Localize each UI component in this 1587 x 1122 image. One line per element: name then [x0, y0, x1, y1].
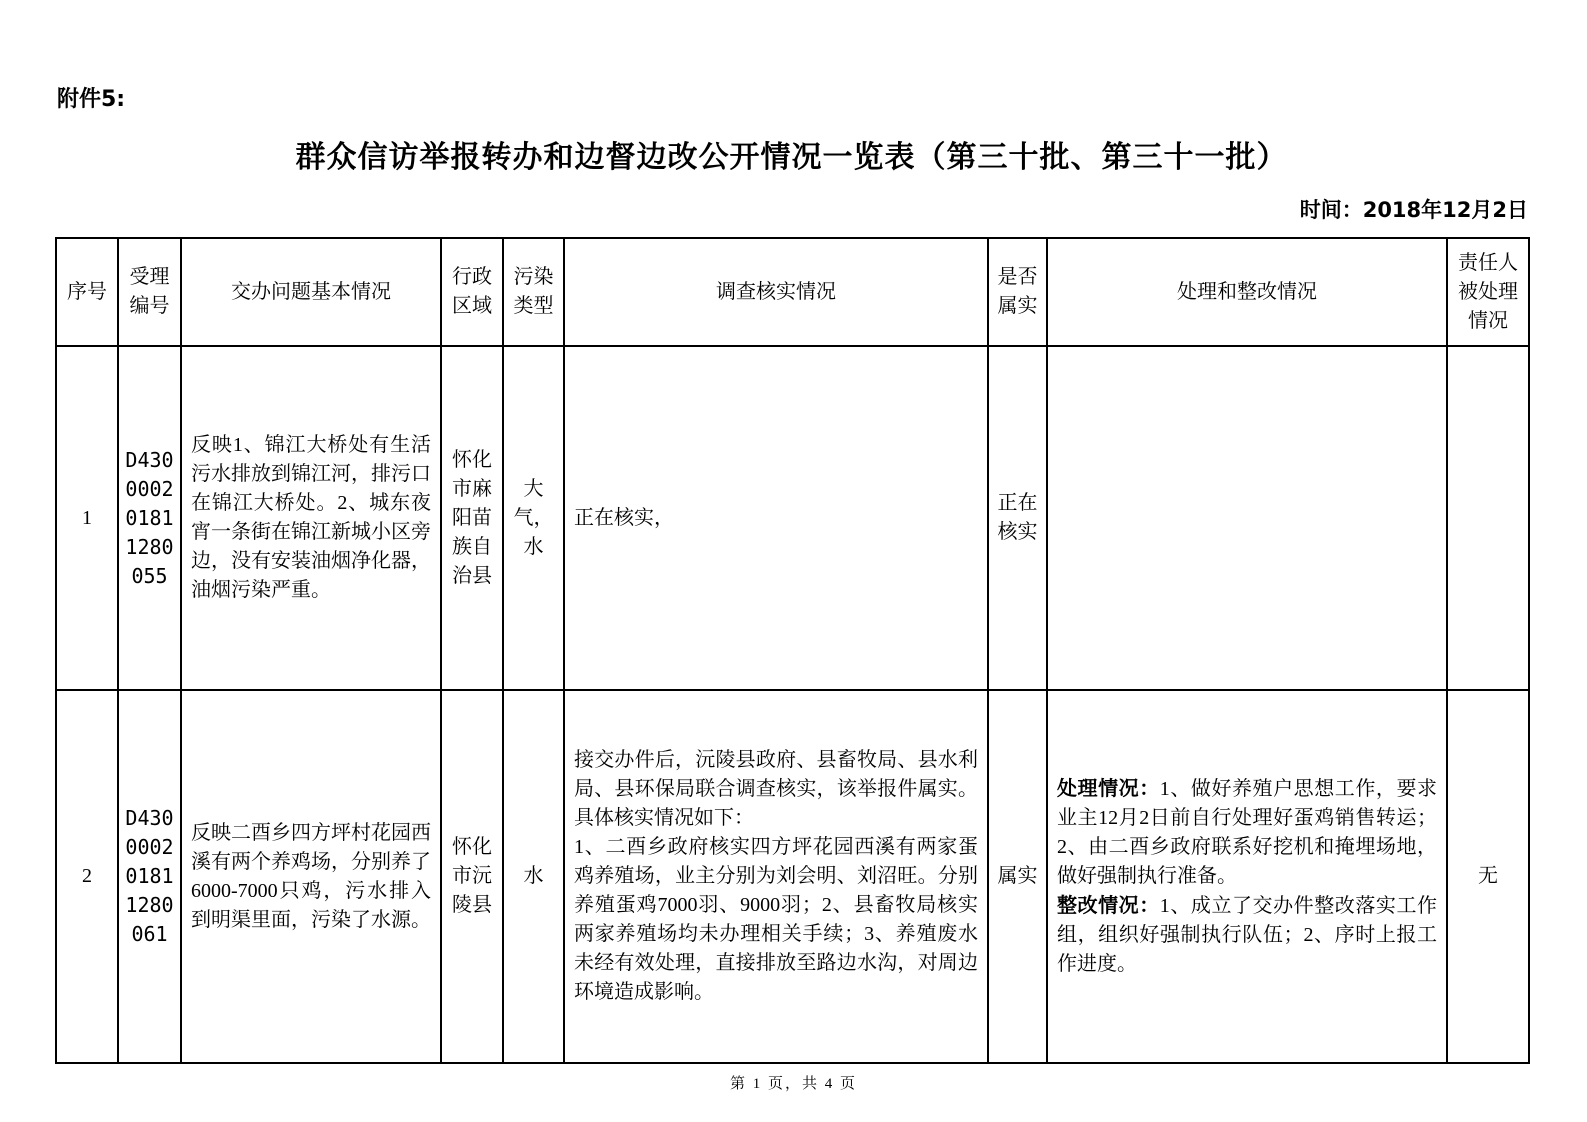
- table-row: [56, 346, 1529, 690]
- cases-table: [55, 237, 1530, 1064]
- verification-paragraph: 接交办件后，沅陵县政府、县畜牧局、县水利局、县环保局联合调查核实，该举报件属实。具体核实情况如下：: [574, 749, 978, 829]
- rectification-section: [1057, 891, 1437, 979]
- handling-section: [1057, 774, 1437, 891]
- handling-section-text: 1、做好养殖户思想工作，要求业主12月2日前自行处理好蛋鸡销售转运；2、由二酉乡政府联系好挖机和掩埋场地，做好强制执行准备。: [1057, 778, 1438, 887]
- cell-accountability: [1447, 346, 1529, 690]
- header-cell-case-no: 受理编号: [118, 238, 181, 346]
- date-label: 时间：2018年12月2日: [1299, 198, 1528, 222]
- table-header-row: [56, 238, 1529, 346]
- header-cell-seq: 序号: [56, 238, 118, 346]
- header-cell-verification: 调查核实情况: [564, 238, 988, 346]
- cell-is-true: 属实: [988, 690, 1047, 1063]
- verification-paragraph: 1、二酉乡政府核实四方坪花园西溪有两家蛋鸡养殖场，业主分别为刘会明、刘沼旺。分别养殖蛋鸡7000羽、9000羽；2、县畜牧局核实两家养殖场均未办理相关手续；3、养殖废水未经有效处理，直接排放至路边水沟，对周边环境造成影响。: [574, 836, 978, 1003]
- cell-seq: 2: [56, 690, 118, 1063]
- cell-case-no: D430000201811280055: [118, 346, 181, 690]
- page-number: 第 1 页，共 4 页: [729, 1076, 857, 1092]
- table-row: [56, 690, 1529, 1063]
- cell-seq: 1: [56, 346, 118, 690]
- handling-section-label: 处理情况：: [1057, 776, 1160, 800]
- header-cell-region: 行政区域: [441, 238, 503, 346]
- cell-verification: [564, 690, 988, 1063]
- page-title: 群众信访举报转办和边督边改公开情况一览表（第三十批、第三十一批）: [295, 140, 1288, 175]
- header-cell-accountability: 责任人被处理情况: [1447, 238, 1529, 346]
- verification-paragraph: 正在核实，: [574, 506, 674, 529]
- cell-handling: [1047, 690, 1447, 1063]
- cell-region: 怀化市麻阳苗族自治县: [441, 346, 503, 690]
- cell-verification: [564, 346, 988, 690]
- rectification-section-label: 整改情况：: [1057, 893, 1160, 917]
- header-cell-pollution-type: 污染类型: [503, 238, 564, 346]
- attachment-label: 附件5:: [57, 87, 126, 112]
- header-cell-problem: 交办问题基本情况: [181, 238, 441, 346]
- header-cell-handling: 处理和整改情况: [1047, 238, 1447, 346]
- cell-handling: [1047, 346, 1447, 690]
- cell-problem: 反映1、锦江大桥处有生活污水排放到锦江河，排污口在锦江大桥处。2、城东夜宵一条街在锦江新城小区旁边，没有安装油烟净化器，油烟污染严重。: [181, 346, 441, 690]
- cell-pollution-type: 大气，水: [503, 346, 564, 690]
- cell-is-true: 正在核实: [988, 346, 1047, 690]
- cell-region: 怀化市沅陵县: [441, 690, 503, 1063]
- header-cell-is-true: 是否属实: [988, 238, 1047, 346]
- cell-case-no: D430000201811280061: [118, 690, 181, 1063]
- cell-pollution-type: 水: [503, 690, 564, 1063]
- cell-accountability: 无: [1447, 690, 1529, 1063]
- cell-problem: 反映二酉乡四方坪村花园西溪有两个养鸡场，分别养了6000-7000只鸡，污水排入到明渠里面，污染了水源。: [181, 690, 441, 1063]
- rectification-section-text: 1、成立了交办件整改落实工作组，组织好强制执行队伍；2、序时上报工作进度。: [1057, 895, 1438, 975]
